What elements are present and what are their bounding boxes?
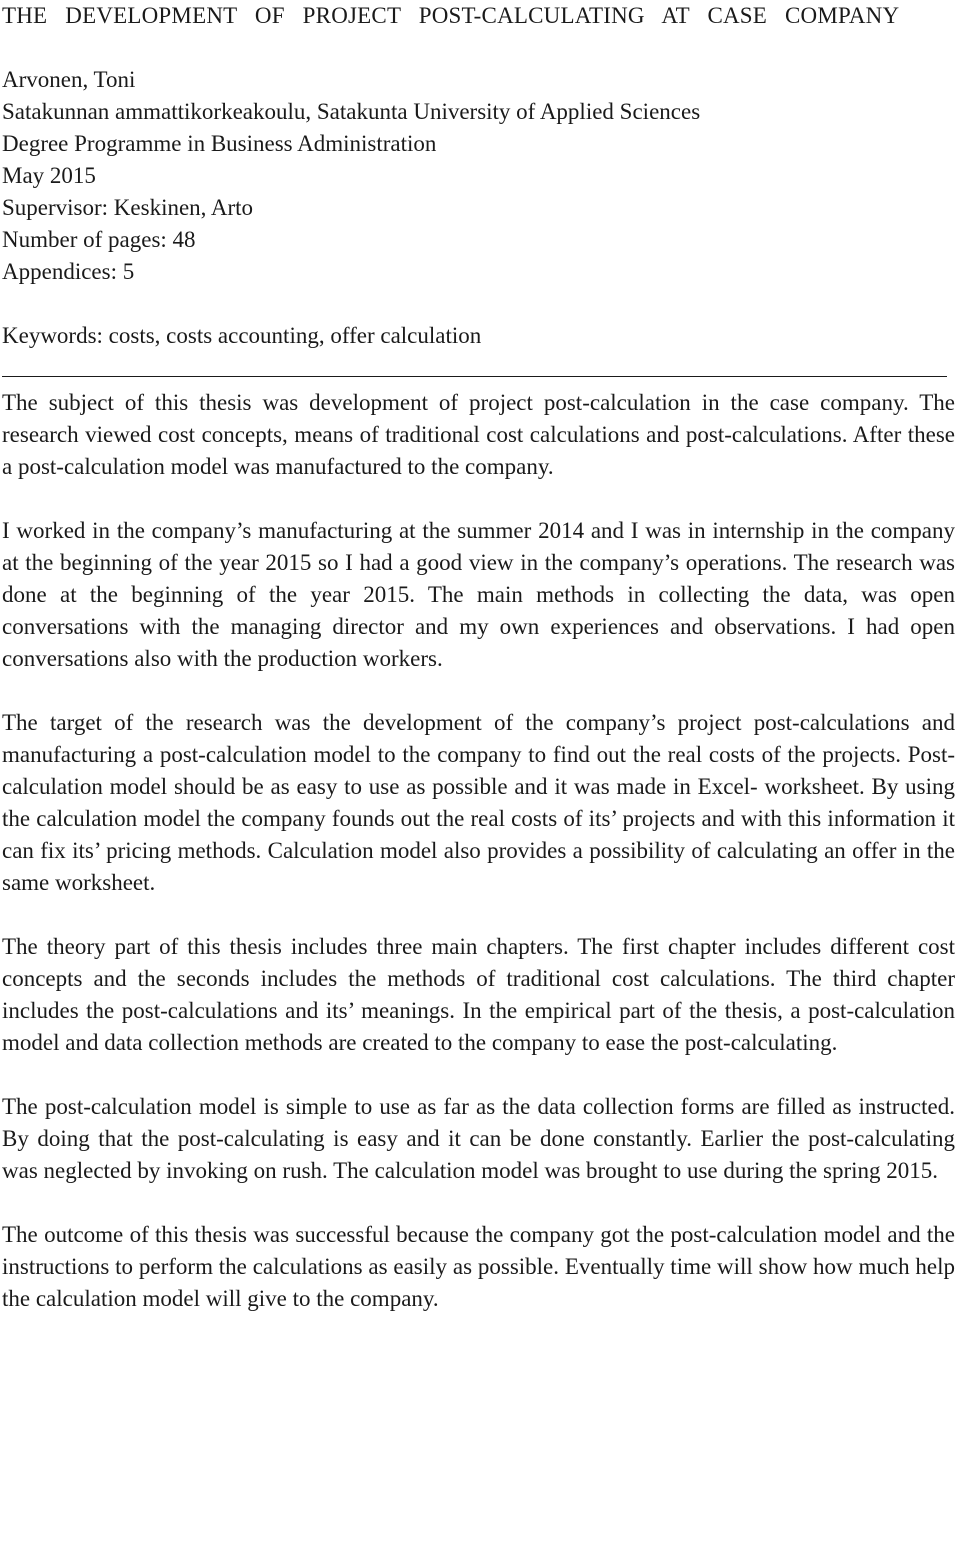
programme-line: Degree Programme in Business Administration: [2, 131, 437, 156]
supervisor-line: Supervisor: Keskinen, Arto: [2, 195, 254, 220]
abstract-paragraph-1: The subject of this thesis was development of project post-calculation in the case company. The research viewed cost concepts, means of traditional cost calculations and post-calculations. After these a post-calculation model was manufactured to the company.: [2, 390, 955, 479]
abstract-paragraph-5: The post-calculation model is simple to use as far as the data collection forms are filled as instructed. By doing that the post-calculating is easy and it can be done constantly. Earlier the post-calculating was neglected by invoking on rush. The calculation model was brought to use during the spring 2015.: [2, 1094, 955, 1183]
abstract-paragraph-6: The outcome of this thesis was successful because the company got the post-calculation model and the instructions to perform the calculations as easily as possible. Eventually time will show how much help the calculation model will give to the company.: [2, 1222, 955, 1311]
abstract-page: [2, 0, 955, 1315]
keywords-line: Keywords: costs, costs accounting, offer calculation: [2, 323, 482, 348]
page-count-line: Number of pages: 48: [2, 227, 196, 252]
abstract-paragraph-2: I worked in the company’s manufacturing at the summer 2014 and I was in internship in the company at the beginning of the year 2015 so I had a good view in the company’s operations. The research was done at the beginning of the year 2015. The main methods in collecting the data, was open conversations with the managing director and my own experiences and observations. I had open conversations also with the production workers.: [2, 518, 955, 671]
date-line: May 2015: [2, 163, 96, 188]
author-line: Arvonen, Toni: [2, 67, 136, 92]
abstract-paragraph-4: The theory part of this thesis includes three main chapters. The first chapter includes different cost concepts and the seconds includes the methods of traditional cost calculations. The third chapter includes the post-calculations and its’ meanings. In the empirical part of the thesis, a post-calculation model and data collection methods are created to the company to ease the post-calculating.: [2, 934, 955, 1055]
appendices-line: Appendices: 5: [2, 259, 135, 284]
section-divider: [2, 376, 947, 377]
institution-line: Satakunnan ammattikorkeakoulu, Satakunta University of Applied Sciences: [2, 99, 701, 124]
metadata-block: [2, 64, 955, 288]
abstract-paragraph-3: The target of the research was the development of the company’s project post-calculations and manufacturing a post-calculation model to the company to find out the real costs of the projects. Post-calculation model should be as easy to use as possible and it was made in Excel- worksheet. By using the calculation model the company founds out the real costs of its’ projects and with this information it can fix its’ pricing methods. Calculation model also provides a possibility of calculating an offer in the same worksheet.: [2, 710, 955, 895]
abstract-body: [2, 387, 955, 1315]
thesis-title: THE DEVELOPMENT OF PROJECT POST-CALCULATING AT CASE COMPANY: [2, 3, 900, 28]
